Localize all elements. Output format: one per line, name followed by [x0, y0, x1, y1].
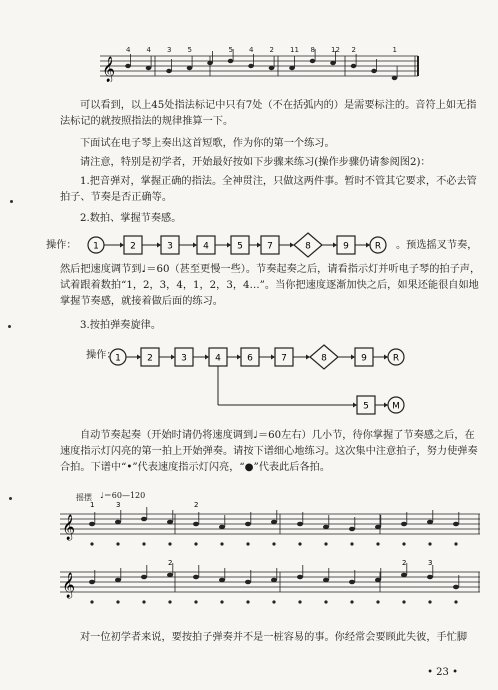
paragraph-8: 3.按拍弹奏旋律。	[80, 320, 162, 331]
note	[141, 575, 147, 580]
svg-text:5: 5	[237, 241, 243, 252]
note	[330, 61, 336, 65]
note	[146, 66, 152, 70]
note	[125, 64, 131, 68]
beat-dot	[402, 542, 405, 545]
note	[228, 59, 234, 63]
beat-dot	[350, 542, 353, 545]
page-number: • 23 •	[427, 667, 458, 678]
note	[371, 69, 377, 73]
fingering-number: 5	[228, 46, 233, 54]
svg-text:7: 7	[281, 353, 287, 364]
flow1-label: 操作：	[46, 240, 77, 251]
music-tempo: ♩＝60—120	[100, 491, 146, 500]
fingering-number: 2	[269, 46, 274, 54]
note	[166, 69, 172, 73]
flow-box-node	[124, 236, 142, 254]
flow-box-node	[209, 348, 227, 366]
note	[89, 580, 95, 585]
note	[453, 585, 459, 590]
svg-text:5: 5	[363, 401, 369, 412]
note	[167, 520, 173, 525]
flow-box-node	[241, 348, 259, 366]
beat-dot	[194, 600, 197, 603]
flow-diamond-node	[294, 233, 322, 257]
beat-dot	[298, 600, 301, 603]
paragraph-10: 自动节奏起奏（开始时请仍将速度调到♩＝60左右）几小节，待你掌握了节奏感之后，在速度指示灯闪亮的第一拍上开始弹奏。请按下谱细心地练习。这次集中注意拍子，努力使弹奏合拍。下谱中“•”代表速度指示灯闪亮，“●”代表此后各拍。	[60, 430, 478, 473]
flow-box-node	[161, 236, 179, 254]
beat-dot	[246, 542, 249, 545]
note	[351, 64, 357, 68]
paragraph-3: 请注意，特别是初学者，开始最好按如下步骤来练习(操作步骤仍请参阅图2)：	[80, 157, 431, 168]
note	[219, 525, 225, 530]
beat-dot	[428, 600, 431, 603]
flow-box-node	[337, 236, 355, 254]
note	[392, 76, 398, 80]
flow-box-node	[231, 236, 249, 254]
top-music-staff	[100, 44, 420, 82]
note	[245, 580, 251, 585]
note	[323, 525, 329, 530]
note	[271, 520, 277, 525]
beat-dot	[168, 542, 171, 545]
music-staff-2	[60, 558, 480, 608]
svg-text:3: 3	[167, 241, 173, 252]
music-staff-1	[60, 500, 480, 550]
note	[141, 517, 147, 522]
fingering-number: 3	[116, 501, 121, 509]
beat-dot	[272, 542, 275, 545]
note	[115, 578, 121, 583]
note	[427, 520, 433, 525]
note	[297, 522, 303, 527]
flow-diamond-node	[310, 345, 338, 369]
flow-box-node	[197, 236, 215, 254]
note	[167, 573, 173, 578]
fingering-number: 8	[310, 46, 315, 54]
flow-box-node	[275, 348, 293, 366]
svg-text:4: 4	[215, 353, 221, 364]
fingering-number: 2	[194, 501, 199, 509]
fingering-number: 4	[249, 46, 254, 54]
svg-text:R: R	[374, 241, 382, 252]
svg-text:𝄞: 𝄞	[62, 515, 76, 540]
beat-dot	[142, 542, 145, 545]
fingering-number: 12	[331, 46, 340, 54]
beat-dot	[324, 542, 327, 545]
note	[248, 64, 254, 68]
note	[269, 66, 275, 70]
note	[271, 578, 277, 583]
svg-text:9: 9	[343, 241, 349, 252]
paragraph-1: 可以看到，以上45处指法标记中只有7处（不在括弧内的）是需要标注的。音符上如无指法标记的就按照指法的规律推算一下。	[60, 100, 477, 127]
flow-circle-node	[370, 237, 386, 253]
fingering-number: 5	[187, 46, 192, 54]
beat-dot	[324, 600, 327, 603]
flow1-tail-text: 。预选摇叉节奏，	[396, 240, 478, 251]
note	[349, 527, 355, 532]
flow-box-node	[141, 348, 159, 366]
fingering-number: 4	[126, 46, 131, 54]
paragraph-4: 1.把音弹对，掌握正确的指法。全神贯注，只做这两件事。暂时不管其它要求，不必去管拍子、节奏是否正确等。	[60, 176, 477, 203]
note	[193, 575, 199, 580]
beat-dot	[90, 542, 93, 545]
svg-text:8: 8	[321, 353, 327, 364]
svg-text:R: R	[392, 353, 400, 364]
note	[207, 61, 213, 65]
note	[289, 66, 295, 70]
beat-dot	[428, 542, 431, 545]
fingering-number: 1	[392, 46, 397, 54]
beat-dot	[246, 600, 249, 603]
flow-circle-node	[388, 397, 404, 413]
note	[245, 522, 251, 527]
fingering-number: 3	[428, 559, 433, 567]
note	[193, 522, 199, 527]
flow-circle-node	[388, 349, 404, 365]
music-label: 摇摆	[76, 493, 92, 502]
svg-text:9: 9	[361, 353, 367, 364]
fingering-number: 4	[146, 46, 151, 54]
beat-dot	[376, 600, 379, 603]
svg-text:6: 6	[247, 353, 253, 364]
fingering-number: 2	[402, 559, 407, 567]
svg-text:𝄞: 𝄞	[62, 573, 76, 598]
paragraph-2: 下面试在电子琴上奏出这首短歌，作为你的第一个练习。	[80, 138, 335, 149]
beat-dot	[116, 542, 119, 545]
note	[310, 59, 316, 63]
svg-text:2: 2	[147, 353, 153, 364]
fingering-number: 2	[168, 559, 173, 567]
flow-box-node	[175, 348, 193, 366]
beat-dot	[168, 600, 171, 603]
note	[401, 573, 407, 578]
note	[427, 575, 433, 580]
margin-dot	[9, 497, 12, 500]
paragraph-7: 然后把速度调节到♩＝60（甚至更慢一些）。节奏起奏之后，请看指示灯并听电子琴的拍子声，试着跟着数拍“1，2，3，4，1，2，3，4…”。当你把速度逐渐加快之后，如果还能很自如地掌握节奏感，就接着做后面的练习。	[60, 264, 481, 307]
beat-dot	[402, 600, 405, 603]
fingering-number: 1	[90, 501, 95, 509]
flow2-label: 操作：	[86, 350, 117, 361]
note	[115, 520, 121, 525]
svg-text:8: 8	[305, 241, 311, 252]
svg-text:𝄞: 𝄞	[102, 57, 116, 82]
beat-dot	[142, 600, 145, 603]
note	[187, 66, 193, 70]
note	[323, 578, 329, 583]
beat-dot	[194, 542, 197, 545]
beat-dot	[272, 600, 275, 603]
note	[219, 578, 225, 583]
beat-dot	[220, 542, 223, 545]
svg-text:3: 3	[181, 353, 187, 364]
margin-dot	[10, 200, 13, 203]
note	[375, 525, 381, 530]
paragraph-5: 2.数拍、掌握节奏感。	[80, 213, 182, 224]
fingering-number: 2	[351, 46, 356, 54]
fingering-number: 11	[290, 46, 299, 54]
beat-dot	[454, 600, 457, 603]
note	[401, 522, 407, 527]
flow-box-node	[355, 348, 373, 366]
flow-box-node	[261, 236, 279, 254]
note	[297, 575, 303, 580]
note	[375, 578, 381, 583]
svg-text:2: 2	[130, 241, 136, 252]
flow-box-node	[357, 396, 375, 414]
note	[349, 580, 355, 585]
svg-text:1: 1	[115, 353, 121, 364]
beat-dot	[116, 600, 119, 603]
beat-dot	[376, 542, 379, 545]
paragraph-11: 对一位初学者来说，要按拍子弹奏并不是一桩容易的事。你经常会要顾此失彼，手忙脚	[80, 632, 468, 643]
note	[89, 522, 95, 527]
svg-text:4: 4	[203, 241, 209, 252]
beat-dot	[350, 600, 353, 603]
svg-text:M: M	[392, 401, 400, 412]
beat-dot	[454, 542, 457, 545]
beat-dot	[298, 542, 301, 545]
beat-dot	[220, 600, 223, 603]
note	[453, 522, 459, 527]
svg-text:1: 1	[93, 241, 99, 252]
beat-dot	[90, 600, 93, 603]
svg-text:7: 7	[267, 241, 273, 252]
margin-dot	[8, 325, 11, 328]
fingering-number: 3	[167, 46, 172, 54]
